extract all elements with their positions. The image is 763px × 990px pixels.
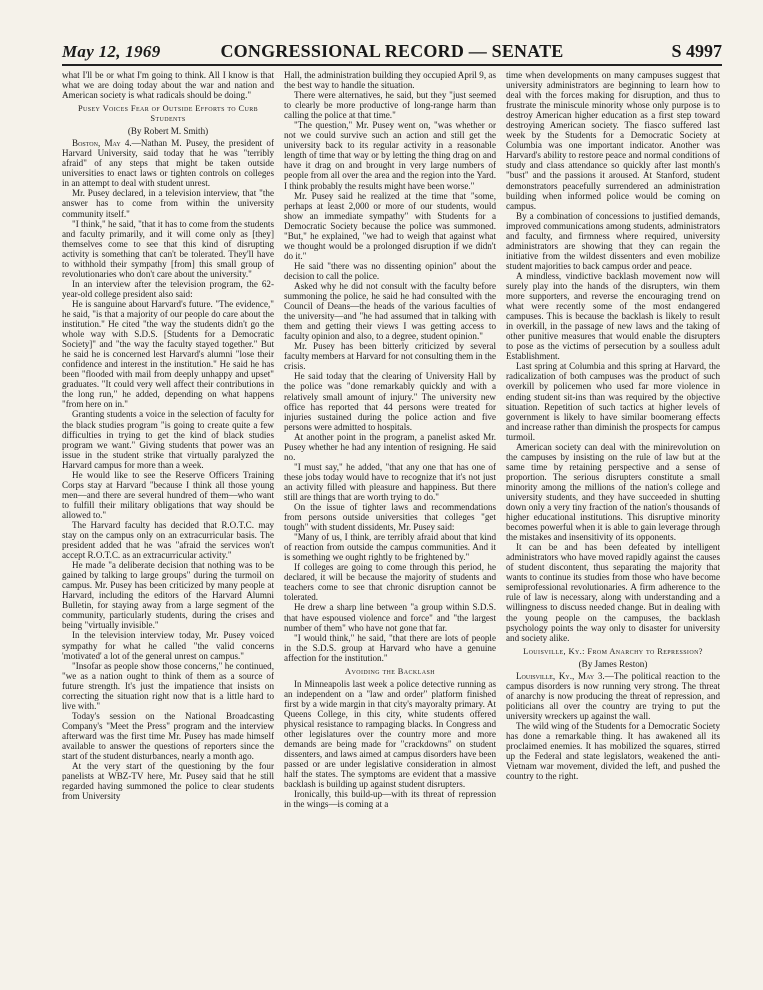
article-title: Louisville, Ky.: From Anarchy to Repression? xyxy=(523,646,703,656)
paragraph: A mindless, vindictive backlash movement now will surely play into the hands of the disrupters, win them more supporters, and reverse the encouraging trend on what were recently some of the most endangered campuses. This is because the backlash is likely to result in overkill, in the passage of new laws and the taking of other punitive measures that would enable the disrupters to pose as the victims of persecution by a soulless adult Establishment. xyxy=(506,270,720,362)
paragraph: The wild wing of the Students for a Democratic Society has done a remarkable thing. It has awakened all its proclaimed enemies. It has mobilized the squares, stirred up the Federal and state legislators, weakened the anti-Vietnam war movement, divided the left, and pushed the country to the right. xyxy=(506,720,720,782)
article-dateline: Louisville, Ky., May 3. xyxy=(516,670,605,681)
paragraph: He said today that the clearing of University Hall by the police was "done remarkably quickly and with a relatively small amount of injury." The university new office has reported that 44 persons were treated for injuries sustained during the police action and five persons were admitted to hospitals. xyxy=(284,371,496,432)
paragraph: Hall, the administration building they occupied April 9, as the best way to handle the situation. xyxy=(284,70,496,91)
paragraph: Mr. Pusey declared, in a television interview, that "the answer has to come from within the university community itself." xyxy=(62,188,274,219)
article-byline: (By James Reston) xyxy=(578,658,648,669)
paragraph: It can be and has been defeated by intelligent administrators who have moved rapidly against the causes of student discontent, thus separating the majority that wants to continue its studies from those who have become semiprofessional revolutionaries. A firm adherence to the rule of law is necessary, along with understanding and a willingness to discuss needed change. But in dealing with the young people on the campuses, the backlash psychology points the way only to disaster for university and society alike. xyxy=(506,542,720,643)
paragraph: At the very start of the questioning by the four panelists at WBZ-TV here, Mr. Pusey said that he still regarded having summoned the police to clear students from University xyxy=(62,761,274,802)
paragraph: If colleges are going to come through this period, he declared, it will be because the majority of students and teachers come to see that chronic disruption cannot be tolerated. xyxy=(284,562,496,603)
paragraph xyxy=(62,138,274,188)
paragraph: Last spring at Columbia and this spring at Harvard, the radicalization of both campuses was the product of such overkill by policemen who used far more violence in ending student sit-ins than was required by the objective situation. Repetition of such tactics at higher levels of government is likely to have similar boomerang effects and increase rather than diminish the prospects for campus turmoil. xyxy=(506,361,720,442)
paragraph: He drew a sharp line between "a group within S.D.S. that have espoused violence and force" and "the largest number of them" who have not gone that far. xyxy=(284,602,496,633)
paragraph: "Insofar as people show those concerns," he continued, "we as a nation ought to think of them as a source of future strength. It's just the impatience that insists on correcting the situation right now that is a little hard to live with." xyxy=(62,660,274,711)
paragraph: He made "a deliberate decision that nothing was to be gained by talking to large groups" during the turmoil on campus. Mr. Pusey has been criticized by many people at Harvard, including the editors of the Harvard Alumni Bulletin, for staying away from a large segment of the community, particularly students, during the crises and being "virtually invisible." xyxy=(62,560,274,631)
article-byline: (By Robert M. Smith) xyxy=(127,126,209,137)
paragraph: "I must say," he added, "that any one that has one of these jobs today would have to recognize that it's not just an activity filled with pleasure and happiness. But there still are things that are worth trying to do." xyxy=(284,461,496,502)
paragraph xyxy=(506,671,720,721)
paragraph: In an interview after the television program, the 62-year-old college president also said: xyxy=(62,278,274,299)
paragraph: By a combination of concessions to justified demands, improved communications among students, administrators and faculty, and firmness where required, university administrators are showing that they can regain the initiative from the wildest dissenters and even mobilize student majorities to back campus order and peace. xyxy=(506,210,720,271)
paragraph: Mr. Pusey has been bitterly criticized by several faculty members at Harvard for not consulting them in the crisis. xyxy=(284,341,496,372)
paragraph: Ironically, this build-up—with its threat of repression in the wings—is coming at a xyxy=(284,789,496,810)
paragraph: American society can deal with the minirevolution on the campuses by insisting on the rule of law but at the same time by retaining perspective and a sense of proportion. The serious disrupters constitute a small minority among the millions of the nation's college and university students, and they have succeeded in shutting down only a very tiny fraction of the nation's thousands of higher educational institutions. This disruptive minority becomes powerful when it is able to gain leverage through the mistakes and insensitivity of its opponents. xyxy=(506,441,720,543)
paragraph: what I'll be or what I'm going to think. All I know is that what we are doing today about the war and nation and American society is what radicals should be doing." xyxy=(62,70,274,101)
paragraph: time when developments on many campuses suggest that university administrators are beginning to learn how to deal with the forces making for disruption, and thus to frustrate the miniscule minority whose only purpose is to destroy American higher education as a first step toward destroying American society. The fiasco suffered last week by the Students for a Democratic Society at Columbia was one important indicator. Another was Harvard's ability to restore peace and normal conditions of study and class attendance so quickly after last month's "bust" and the passions it aroused. At Stanford, student demonstrators peacefully surrendered an administration building when informed police would be coming on campus. xyxy=(506,70,720,211)
paragraph: The Harvard faculty has decided that R.O.T.C. may stay on the campus only on an extracurricular basis. The president added that he was "afraid the services won't accept R.O.T.C. as an extracurricular activity." xyxy=(62,519,274,561)
paragraph: Granting students a voice in the selection of faculty for the black studies program "is going to create quite a few difficulties in trying to get the kind of black studies program we want." Giving students that power was an issue in the student strike that virtually paralyzed the Harvard campus for more than a week. xyxy=(62,409,274,470)
paragraph: In the television interview today, Mr. Pusey voiced sympathy for what he called "the valid concerns 'motivated' a lot of the general unrest on campus." xyxy=(62,630,274,661)
article-dateline: Boston, May 4. xyxy=(72,138,132,149)
paragraph: There were alternatives, he said, but they "just seemed to clearly be more productive of long-range harm than calling the police at that time." xyxy=(284,90,496,121)
paragraph: Mr. Pusey said he realized at the time that "some, perhaps at least 2,000 or more of our students, would show an immediate sympathy" with Students for a Democratic Society because the police was summoned. "But," he explained, "we had to weigh that against what we thought would be a prolonged disruption if we didn't do it." xyxy=(284,190,496,261)
article-title: Pusey Voices Fear of Outside Efforts to Curb Students xyxy=(77,104,259,124)
paragraph: He is sanguine about Harvard's future. "The evidence," he said, "is that a majority of our people do care about the institution." He cited "the way the students didn't go the whole way with S.D.S. [Students for a Democratic Society]" and "the way the faculty stayed together." But he said he is concerned lest Harvard's alumni "lose their confidence and interest in the institution." He said he has been "flooded with mail from deeply unhappy and upset" graduates. "It could very well affect their contributions in the long run," he added, depending on what happens "from here on in." xyxy=(62,298,274,410)
paragraph: He said "there was no dissenting opinion" about the decision to call the police. xyxy=(284,260,496,281)
paragraph: In Minneapolis last week a police detective running as an independent on a "law and order" platform finished first by a wide margin in that city's mayoralty primary. At Queens College, in this city, white students offered physical resistance to rampaging blacks. In Congress and other legislatures over the country more and more demands are being made for "crackdowns" on student dissenters, and laws aimed at campus disorders have been passed or are under legislative consideration in almost half the states. The symptoms are evident that a massive backlash is building up against student disrupters. xyxy=(284,678,496,790)
paragraph-text: —The political reaction to the campus disorders is now running very strong. The threat of anarchy is now producing the threat of repression, and politicians all over the country are trying to put the university wreckers up against the wall. xyxy=(506,670,720,721)
paragraph: Today's session on the National Broadcasting Company's "Meet the Press" program and the interview afterward was the first time Mr. Pusey has made himself available to answer the questions of reporters since the start of the student disturbances, nearly a month ago. xyxy=(62,710,274,762)
header-date: May 12, 1969 xyxy=(62,42,161,61)
paragraph: "The question," Mr. Pusey went on, "was whether or not we could survive such an action and still get the university back to its regular activity in a reasonable length of time that way or by letting the thing drag on and have it drag on and brought in very large numbers of people from all over the area and the region into the Yard. I think probably the results might have been worse." xyxy=(284,120,496,191)
paragraph-text: —Nathan M. Pusey, the president of Harvard University, said today that he was "terribly afraid" of any steps that might be taken outside universities to enact laws or tighten controls on colleges in an attempt to deal with student unrest. xyxy=(62,138,274,189)
column-middle xyxy=(284,70,496,975)
column-left xyxy=(62,70,274,975)
paragraph: At another point in the program, a panelist asked Mr. Pusey whether he had any intention of resigning. He said no. xyxy=(284,431,496,462)
paragraph: On the issue of tighter laws and recommendations from persons outside universities that colleges "get tough" with student dissidents, Mr. Pusey said: xyxy=(284,502,496,533)
paragraph: "Many of us, I think, are terribly afraid about that kind of reaction from outside the campus communities. And it is something we ought rightly to be frightened by." xyxy=(284,532,496,563)
paragraph: "I think," he said, "that it has to come from the students and faculty primarily, and it will come only as [they] themselves come to see that this kind of disrupting activity is something that can't be tolerated. They'll have to withhold their sympathy [from] this small group of revolutionaries who don't care about the university." xyxy=(62,218,274,279)
column-right xyxy=(506,70,720,975)
header-page-number: S 4997 xyxy=(671,41,722,61)
article-title: Avoiding the Backlash xyxy=(345,666,435,676)
paragraph: He would like to see the Reserve Officers Training Corps stay at Harvard "because I think all those young men—and there are several hundred of them—who want to fulfill their military obligations that way should be allowed to." xyxy=(62,469,274,520)
paragraph: "I would think," he said, "that there are lots of people in the S.D.S. group at Harvard who have a genuine affection for the institution." xyxy=(284,632,496,663)
paragraph: Asked why he did not consult with the faculty before summoning the police, he said he had consulted with the Council of Deans—the heads of the various faculties of the university—and "he had assumed that in talking with them and getting their views I was getting access to faculty opinion and also, to a degree, student opinion." xyxy=(284,280,496,342)
header-publication: CONGRESSIONAL RECORD — SENATE xyxy=(220,41,564,61)
page-header xyxy=(62,38,722,66)
